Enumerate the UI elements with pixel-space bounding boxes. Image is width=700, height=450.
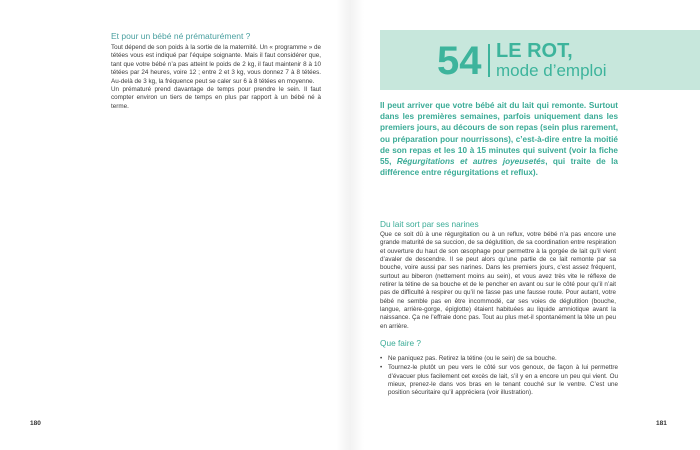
section-heading-narines: Du lait sort par ses narines (380, 219, 479, 229)
intro-text-start: Il peut arriver que votre bébé ait du lait qui remonte. Surtout dans les premières semaines, parfois uniquement dans les premiers jours, au décours de son repas (sein plus rarement, ou préparation pour nourrissons), c’est-à-dire entre la moitié de son repas et les 10 à 15 minutes qui suivent (voir la fiche 55, (380, 101, 618, 167)
intro-paragraph (380, 100, 618, 178)
advice-list (380, 355, 618, 399)
bullet-icon: • (380, 355, 383, 362)
left-paragraph-1: Tout dépend de son poids à la sortie de la maternité. Un « programme » de tétées vous est indiqué par l’équipe soignante. Mais il faut considérer que, tant que votre bébé n’a pas atteint le poids de 2 kg, il faut maintenir 8 à 10 tétées par 24 heures, voire 12 ; entre 2 et 3 kg, vous donnez 7 à 8 tétées. Au-delà de 3 kg, la fréquence peut se caler sur 6 à 8 tétées en moyenne. (111, 44, 321, 85)
list-item (380, 355, 618, 363)
chapter-title (496, 41, 607, 81)
section-body-narines: Que ce soit dû à une régurgitation ou à un reflux, votre bébé n’a pas encore une grande maturité de sa succion, de sa déglutition, de sa coordination entre respiration et ouverture du haut de son œsophage pour permettre à la gorgée de lait qu’il vient d’avaler de descendre. Il se peut alors qu’une partie de ce lait remonte par sa bouche, voire aussi par ses narines. Dans les premiers jours, c’est assez fréquent, surtout au biberon (nettement moins au sein), et vous avez très vite le réflexe de retirer la tétine de sa bouche et de le pencher en avant ou sur le côté pour qu’il n’ait pas de difficulté à respirer ou qu’il ne fasse pas une fausse route. Pour autant, votre bébé ne semble pas en être incommodé, car ses voies de déglutition (bouche, langue, arrière-gorge, épiglotte) étaient habituées au liquide amniotique avant la naissance. Ça ne l’effraie donc pas. Tout au plus met-il spontanément la tête un peu en arrière. (380, 231, 616, 330)
list-item-text: Tournez-le plutôt un peu vers le côté sur vos genoux, de façon à lui permettre d’évacuer plus facilement cet excès de lait, s’il y en a encore un peu qui vient. Ou mieux, prenez-le dans vos bras en le tenant couché sur le ventre. C’est une position sécuritaire qu’il appréciera (voir illustration). (388, 364, 618, 397)
left-body-text (111, 44, 321, 111)
chapter-subtitle: mode d’emploi (496, 61, 607, 80)
left-section-heading: Et pour un bébé né prématurément ? (111, 31, 251, 41)
intro-text-italic: Régurgitations et autres joyeusetés (396, 157, 546, 167)
chapter-header (380, 30, 700, 90)
page-number-left: 180 (30, 420, 41, 427)
page-number-right: 181 (656, 420, 667, 427)
chapter-title-main: LE ROT, (496, 40, 573, 62)
list-item-text: Ne paniquez pas. Retirez la tétine (ou le sein) de sa bouche. (388, 355, 557, 362)
right-page (350, 0, 700, 450)
chapter-divider (488, 44, 490, 77)
intro-text-end: , qui traite de la différence entre régurgitations et reflux). (380, 157, 618, 178)
left-paragraph-2: Un prématuré prend davantage de temps pour prendre le sein. Il faut compter environ un tiers de temps en plus par rapport à un bébé né à terme. (111, 86, 321, 110)
section-heading-que-faire: Que faire ? (380, 338, 422, 348)
list-item (380, 364, 618, 397)
bullet-icon: • (380, 364, 383, 372)
chapter-number: 54 (437, 39, 482, 83)
